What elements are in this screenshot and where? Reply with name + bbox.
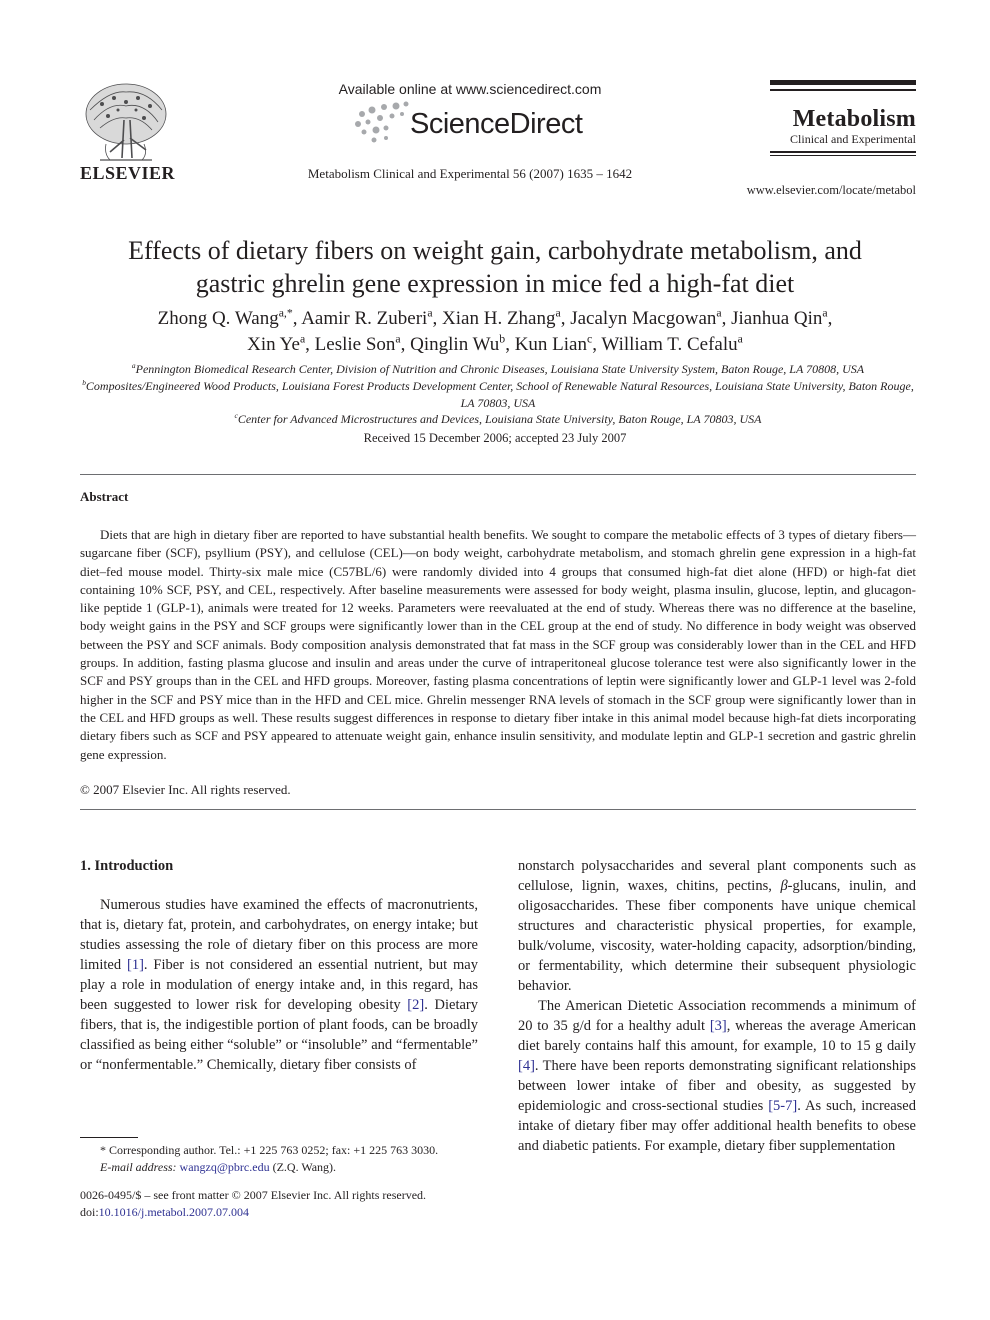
received-dates: Received 15 December 2006; accepted 23 July 2007 — [363, 431, 627, 445]
footnote-rule — [80, 1137, 138, 1138]
citation-link[interactable]: [1] — [126, 957, 144, 973]
available-online-line[interactable]: Available online at www.sciencedirect.com — [338, 81, 602, 97]
citation-link[interactable]: [5-7] — [768, 1098, 798, 1114]
paragraph: nonstarch polysaccharides and several plant components such as cellulose, lignin, waxes, chitins, pectins, β-glucans, inulin, and oligosaccharides. These fiber components have unique chemical structures and characteristic physical properties, for example, bulk/volume, viscosity, water-holding capacity, adsorption/binding, or fermentability, which determine their subsequent physiologic behavior. — [518, 858, 916, 994]
abstract-copyright: © 2007 Elsevier Inc. All rights reserved. — [80, 782, 291, 797]
affiliation-b: $^b$Composites/Engineered Wood Products, Louisiana Forest Products Development Center, School of Renewable Natural Resources, Louisiana State University, Baton Rouge, LA 70803, USA — [82, 378, 914, 410]
corresponding-author-note: * Corresponding author. Tel.: +1 225 763 0252; fax: +1 225 763 3030. — [100, 1143, 439, 1157]
journal-brand-rule — [770, 151, 916, 153]
journal-brand-rule — [770, 155, 916, 156]
journal-brand-title: Metabolism — [792, 106, 916, 132]
author-line — [60, 332, 930, 358]
journal-brand-subtitle: Clinical and Experimental — [790, 132, 916, 146]
footnote — [80, 1142, 478, 1176]
front-matter — [80, 1187, 500, 1221]
issn-line: 0026-0495/$ – see front matter © 2007 Elsevier Inc. All rights reserved. — [80, 1188, 427, 1202]
doi-line: doi:10.1016/j.metabol.2007.07.004 — [80, 1205, 249, 1219]
publisher-name: ELSEVIER — [80, 163, 176, 183]
author: Zhong Q. Wang$^{a,*}$, — [157, 306, 302, 329]
body-column-right — [518, 856, 916, 1156]
author: Qinglin Wu$^b$, — [410, 332, 515, 355]
author-list — [60, 306, 930, 358]
author-line — [60, 306, 930, 332]
body-column-left — [80, 895, 478, 1075]
article-title-line: gastric ghrelin gene expression in mice fed a high-fat diet — [195, 269, 795, 298]
abstract-heading: Abstract — [80, 489, 129, 504]
journal-brand-rule — [770, 89, 916, 91]
paragraph: Numerous studies have examined the effects of macronutrients, that is, dietary fat, protein, and carbohydrates, on energy intake; but studies assessing the role of dietary fiber on this process are more limited [1]. Fiber is not considered an essential nutrient, but may play a role in modulation of energy intake and, in this regard, has been suggested to lower risk for developing obesity [2]. Dietary fibers, that is, the indigestible portion of plant foods, can be broadly classified as being either “soluble” or “insoluble” and “fermentable” or “nonfermentable.” Chemically, dietary fiber consists of — [80, 897, 478, 1073]
journal-url-link[interactable]: www.elsevier.com/locate/metabol — [746, 183, 916, 197]
journal-brand-rule — [770, 80, 916, 85]
abstract-top-rule — [80, 474, 916, 475]
citation-link[interactable]: [2] — [407, 997, 425, 1013]
abstract-bottom-rule — [80, 809, 916, 810]
author: Jacalyn Macgowan$^a$, — [570, 306, 732, 329]
citation-link[interactable]: [3] — [709, 1018, 727, 1034]
author: Jianhua Qin$^a$, — [731, 306, 833, 329]
article-title — [60, 234, 930, 300]
author: Kun Lian$^c$, — [514, 332, 602, 355]
citation-link[interactable]: [4] — [518, 1058, 535, 1074]
author: Xian H. Zhang$^a$, — [442, 306, 571, 329]
email-link[interactable]: wangzq@pbrc.edu — [179, 1160, 270, 1174]
abstract-text: Diets that are high in dietary fiber are reported to have substantial health benefits. We sought to compare the metabolic effects of 3 types of dietary fibers—sugarcane fiber (SCF), psyllium (PSY), and cellulose (CEL)—on body weight, carbohydrate metabolism, and stomach ghrelin gene expression in a high-fat diet–fed mouse model. Thirty-six male mice (C57BL/6) were randomly divided into 4 groups that consumed high-fat diet alone (HFD) or high-fat diet containing 10% SCF, PSY, and CEL, respectively. After baseline measurements were assessed for body weight, plasma insulin, glucose, leptin, and glucagon-like peptide 1 (GLP-1), animals were treated for 12 weeks. Parameters were reevaluated at the end of study. Whereas there was no difference at the baseline, body weight gains in the PSY and SCF groups were significantly lower than in the CEL group at the end of study. No difference in body weight was observed between the PSY and SCF animals. Body composition analysis demonstrated that fat mass in the SCF group was considerably lower than in the CEL and HFD groups. In addition, fasting plasma glucose and insulin and areas under the curve of intraperitoneal glucose tolerance test were also significantly lower in the SCF and PSY groups than in the CEL and HFD groups. Moreover, fasting plasma concentrations of leptin were significantly lower and GLP-1 level was 2-fold higher in the SCF and PSY mice than in the HFD and CEL mice. Ghrelin messenger RNA levels of stomach in the SCF group were significantly lower than in the CEL and HFD groups as well. These results suggest differences in response to dietary fiber intake in this animal model because high-fat diets incorporating dietary fibers such as SCF and PSY appeared to attenuate weight gain, enhance insulin sensitivity, and modulate leptin and GLP-1 secretion and gastric ghrelin gene expression. — [80, 527, 916, 762]
author: Xin Ye$^a$, — [247, 332, 315, 355]
section-heading-introduction: 1. Introduction — [80, 858, 174, 874]
author: Aamir R. Zuberi$^a$, — [301, 306, 443, 329]
doi-link[interactable]: 10.1016/j.metabol.2007.07.004 — [98, 1205, 249, 1219]
article-title-line: Effects of dietary fibers on weight gain, carbohydrate metabolism, and — [128, 236, 862, 265]
sciencedirect-wordmark: ScienceDirect — [410, 108, 583, 140]
affiliations — [78, 361, 918, 412]
affiliation-c: $^c$Center for Advanced Microstructures and Devices, Louisiana State University, Baton Rouge, LA 70803, USA — [234, 411, 762, 426]
author: William T. Cefalu$^a$ — [601, 332, 743, 355]
journal-citation: Metabolism Clinical and Experimental 56 (2007) 1635 – 1642 — [307, 166, 633, 181]
paragraph: The American Dietetic Association recommends a minimum of 20 to 35 g/d for a healthy adult [3], whereas the average American diet barely contains half this amount, for example, 10 to 15 g daily [4]. There have been reports demonstrating significant relationships between lower intake of fiber and obesity, as suggested by epidemiologic and cross-sectional studies [5-7]. As such, increased intake of dietary fiber may offer additional health benefits to obese and diabetic patients. For example, dietary fiber supplementation — [518, 998, 916, 1154]
author: Leslie Son$^a$, — [314, 332, 411, 355]
email-note: E-mail address: wangzq@pbrc.edu (Z.Q. Wang). — [100, 1160, 337, 1174]
affiliation-a: $^a$Pennington Biomedical Research Center, Division of Nutrition and Chronic Diseases, Louisiana State University System, Baton Rouge, LA 70808, USA — [131, 361, 865, 376]
